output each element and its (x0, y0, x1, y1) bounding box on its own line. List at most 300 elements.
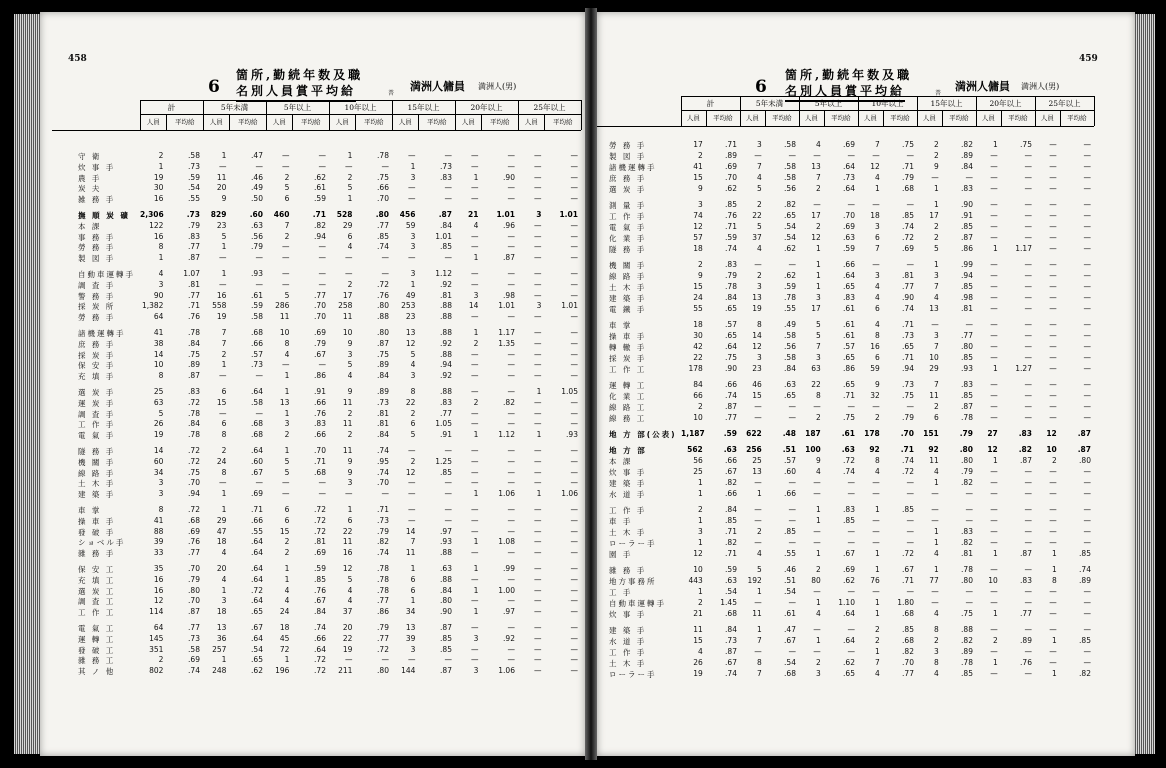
average-pay-cell: .79 (377, 526, 389, 536)
count-cell: 187 (805, 429, 821, 438)
count-cell: 1 (697, 489, 703, 498)
right-page-edges (1135, 14, 1155, 754)
count-cell: — (754, 260, 762, 269)
average-pay-cell: — (965, 587, 973, 596)
count-cell: 17 (342, 290, 353, 300)
average-pay-cell: — (1083, 233, 1091, 242)
average-pay-cell: .93 (961, 364, 973, 373)
count-cell: — (281, 242, 290, 252)
count-cell: 1 (221, 242, 227, 252)
average-pay-cell: — (570, 290, 578, 300)
average-pay-cell: .67 (902, 565, 914, 574)
row-label: 庶 務 手 (609, 174, 647, 183)
row-label: 電 氣 工 (78, 624, 116, 633)
count-cell: 178 (688, 364, 703, 373)
average-pay-cell: — (847, 587, 855, 596)
average-pay-cell: .85 (843, 516, 855, 525)
count-cell: 14 (468, 301, 479, 311)
count-cell: 1,382 (141, 301, 164, 311)
average-pay-cell: — (1083, 342, 1091, 351)
table-row (78, 446, 581, 457)
average-pay-cell: .77 (1020, 609, 1032, 618)
average-pay-cell: .97 (440, 526, 452, 536)
average-pay-cell: .76 (1020, 658, 1032, 667)
row-label: 採 炭 手 (609, 354, 647, 363)
average-pay-cell: .84 (725, 505, 737, 514)
count-cell: — (1049, 233, 1057, 242)
count-cell: 1 (221, 585, 227, 595)
average-pay-cell: .68 (902, 184, 914, 193)
average-pay-cell: .61 (251, 290, 263, 300)
table-row (78, 242, 581, 253)
table-row (78, 301, 581, 312)
average-pay-cell: .55 (784, 549, 796, 558)
table-row (609, 173, 1094, 184)
average-pay-cell: .72 (843, 456, 855, 465)
count-cell: 30 (153, 183, 164, 193)
count-cell: 2 (697, 151, 703, 160)
average-pay-cell: — (1024, 538, 1032, 547)
count-cell: — (990, 151, 998, 160)
count-cell: — (1049, 516, 1057, 525)
count-cell: — (990, 587, 998, 596)
average-pay-cell: — (507, 548, 515, 558)
table-row (78, 430, 581, 441)
average-pay-subheader: 平均給 (363, 118, 384, 126)
count-cell: 1 (221, 489, 227, 499)
average-pay-cell: — (507, 371, 515, 381)
count-cell: 6 (221, 419, 227, 429)
average-pay-cell: .75 (725, 353, 737, 362)
average-pay-cell: .98 (503, 290, 515, 300)
count-cell: 1,187 (681, 429, 705, 438)
average-pay-cell: .64 (843, 184, 855, 193)
average-pay-cell: .65 (843, 669, 855, 678)
row-label: 發 破 手 (78, 527, 116, 537)
count-cell: 562 (687, 445, 703, 454)
count-cell: 3 (410, 371, 416, 381)
average-pay-cell: — (1083, 271, 1091, 280)
average-pay-cell: .84 (377, 371, 389, 381)
count-cell: — (470, 371, 479, 381)
average-pay-cell: .86 (314, 371, 326, 381)
row-label: 操 車 手 (609, 332, 647, 341)
average-pay-cell: — (507, 312, 515, 322)
table-row (78, 387, 581, 398)
average-pay-cell: .86 (377, 607, 389, 617)
average-pay-cell: .70 (188, 564, 200, 573)
count-cell: — (281, 489, 290, 499)
count-cell: 1 (536, 430, 542, 440)
average-pay-cell: .88 (440, 387, 452, 396)
count-cell: 5 (284, 456, 290, 466)
average-pay-cell: .57 (725, 320, 737, 329)
average-pay-subheader: 平均給 (949, 114, 969, 122)
count-cell: — (990, 402, 998, 411)
average-pay-cell: — (444, 489, 452, 499)
average-pay-cell: .85 (377, 231, 389, 241)
average-pay-cell: .85 (1079, 549, 1091, 558)
average-pay-cell: — (381, 269, 389, 278)
average-pay-cell: .92 (440, 338, 452, 348)
count-cell: 3 (756, 282, 762, 291)
average-pay-cell: .85 (961, 353, 973, 362)
count-cell: — (533, 312, 542, 322)
header-mid-rule (681, 110, 1094, 111)
count-cell: 11 (216, 172, 227, 182)
count-cell: 2 (410, 408, 416, 418)
table-row (609, 244, 1094, 255)
average-pay-cell: .64 (251, 564, 263, 573)
average-pay-cell: — (1083, 184, 1091, 193)
count-cell: — (533, 408, 542, 418)
count-cell: 19 (153, 172, 164, 182)
group-divider (1094, 96, 1095, 126)
average-pay-cell: — (444, 505, 452, 514)
row-label: 線 路 工 (609, 403, 647, 412)
count-cell: 456 (399, 210, 416, 219)
row-label: 發 破 工 (78, 645, 116, 655)
table-row (609, 538, 1094, 549)
row-label: 水 道 手 (609, 490, 647, 499)
count-cell: 7 (221, 328, 227, 337)
count-cell: — (1049, 413, 1057, 422)
count-cell: 15 (216, 397, 227, 407)
count-cell: 37 (342, 607, 353, 617)
average-pay-cell: .63 (784, 380, 796, 389)
average-pay-cell: — (1083, 658, 1091, 667)
average-pay-cell: — (847, 538, 855, 547)
average-pay-cell: .89 (1079, 576, 1091, 585)
average-pay-cell: — (1024, 516, 1032, 525)
average-pay-cell: — (1083, 331, 1091, 340)
average-pay-cell: .88 (440, 328, 452, 337)
count-cell: 1 (1051, 549, 1057, 558)
average-pay-cell: .77 (725, 413, 737, 422)
average-pay-cell: .64 (251, 548, 263, 558)
count-cell: 9 (697, 184, 703, 193)
average-pay-cell: — (507, 387, 515, 396)
average-pay-cell: — (847, 489, 855, 498)
average-pay-cell: — (1024, 505, 1032, 514)
count-cell: 3 (473, 666, 479, 676)
average-pay-cell: .72 (902, 549, 914, 558)
count-cell: — (1049, 140, 1057, 149)
average-pay-cell: — (318, 151, 326, 160)
count-cell: — (813, 478, 821, 487)
average-pay-cell: 1.10 (838, 598, 855, 607)
average-pay-cell: .80 (377, 301, 389, 311)
count-cell: — (533, 397, 542, 407)
row-label: 化 業 手 (609, 234, 647, 243)
average-pay-cell: .58 (784, 140, 796, 149)
count-cell: 2 (874, 625, 880, 634)
count-cell: — (754, 402, 762, 411)
count-cell: 22 (693, 353, 703, 362)
count-cell: 3 (158, 478, 164, 488)
count-cell: — (990, 353, 998, 362)
count-cell: — (470, 467, 479, 477)
subcolumn-divider (544, 114, 545, 130)
count-cell: 1 (473, 489, 479, 499)
average-pay-cell: — (570, 537, 578, 547)
average-pay-cell: .79 (902, 173, 914, 182)
average-pay-cell: .71 (902, 576, 914, 585)
average-pay-cell: — (1024, 478, 1032, 487)
row-label: 土 木 手 (609, 659, 647, 668)
count-cell: — (1049, 467, 1057, 476)
average-pay-cell: — (1083, 516, 1091, 525)
row-label: 地 方 部 (609, 446, 647, 455)
count-cell: — (344, 161, 353, 171)
table-row (609, 184, 1094, 195)
count-cell: 1 (410, 279, 416, 289)
average-pay-cell: .81 (377, 419, 389, 429)
average-pay-cell: .83 (843, 293, 855, 302)
count-cell: — (533, 253, 542, 263)
count-cell: 41 (153, 328, 164, 337)
count-cell: 4 (347, 585, 353, 595)
average-pay-cell: — (906, 587, 914, 596)
average-pay-cell: .71 (725, 549, 737, 558)
average-pay-cell: .96 (503, 220, 515, 230)
count-cell: 11 (929, 456, 939, 465)
average-pay-cell: .57 (251, 349, 263, 359)
average-pay-cell: .87 (188, 371, 200, 381)
count-cell: 2 (347, 172, 353, 182)
count-cell: 3 (933, 331, 939, 340)
row-label: 自動車運轉手 (609, 599, 666, 608)
count-cell: 8 (874, 331, 880, 340)
average-pay-cell: .74 (314, 623, 326, 632)
average-pay-cell: — (507, 419, 515, 429)
count-cell: 4 (874, 173, 880, 182)
count-cell: 17 (929, 211, 939, 220)
average-pay-subheader: 平均給 (1008, 114, 1028, 122)
count-subheader: 人員 (524, 118, 538, 126)
average-pay-cell: .84 (314, 607, 326, 617)
average-pay-cell: .91 (314, 387, 326, 396)
table-row (78, 280, 581, 291)
count-cell: 3 (697, 200, 703, 209)
count-cell: — (990, 527, 998, 536)
average-pay-cell: .80 (961, 342, 973, 351)
table-title-line1: 箇所,勤続年数及職 (785, 68, 913, 82)
count-cell: 5 (221, 231, 227, 241)
average-pay-cell: .51 (782, 445, 796, 454)
average-pay-cell: .64 (251, 387, 263, 396)
count-cell: 257 (212, 644, 227, 654)
count-cell: 1 (1051, 565, 1057, 574)
average-pay-cell: .54 (251, 644, 263, 654)
average-pay-cell: — (1083, 380, 1091, 389)
average-pay-cell: .64 (725, 342, 737, 351)
count-cell: 1 (473, 430, 479, 440)
row-label: 線 路 手 (78, 468, 116, 478)
table-row (78, 151, 581, 162)
average-pay-cell: .92 (440, 371, 452, 381)
subcolumn-divider (418, 114, 419, 130)
count-cell: 9 (347, 467, 353, 477)
count-cell: 11 (342, 446, 353, 455)
average-pay-cell: .98 (961, 293, 973, 302)
count-cell: — (990, 260, 998, 269)
average-pay-cell: — (1083, 647, 1091, 656)
average-pay-cell: .77 (902, 669, 914, 678)
average-pay-cell: — (570, 161, 578, 171)
count-cell: 14 (405, 526, 416, 536)
average-pay-cell: .72 (188, 446, 200, 455)
count-cell: 2 (697, 402, 703, 411)
subcolumn-divider (883, 110, 884, 126)
count-cell: 12 (153, 596, 164, 606)
count-cell: — (533, 161, 542, 171)
average-pay-cell: — (1083, 173, 1091, 182)
count-cell: — (533, 644, 542, 654)
count-cell: 17 (693, 140, 703, 149)
count-cell: 1 (815, 260, 821, 269)
count-cell: — (344, 253, 353, 263)
count-cell: — (754, 598, 762, 607)
count-cell: 8 (221, 430, 227, 440)
count-cell: 10 (988, 576, 998, 585)
average-pay-cell: — (444, 253, 452, 263)
average-pay-cell: .60 (251, 456, 263, 466)
row-label: 守 衛 (78, 152, 102, 161)
average-pay-cell: .72 (188, 505, 200, 514)
count-cell: 3 (756, 140, 762, 149)
average-pay-cell: .59 (188, 172, 200, 182)
left-page-edges (14, 14, 40, 754)
average-pay-cell: .63 (841, 445, 855, 454)
average-pay-cell: .80 (959, 445, 973, 454)
count-cell: — (344, 489, 353, 499)
count-cell: 1 (473, 253, 479, 263)
count-cell: 178 (864, 429, 880, 438)
row-label: 工 作 手 (609, 506, 647, 515)
average-pay-cell: .67 (843, 549, 855, 558)
row-label: 諸機運轉手 (78, 329, 126, 338)
table-title-line2: 名別人員賞平均給 (785, 82, 905, 102)
count-cell: 41 (693, 162, 703, 171)
average-pay-cell: .80 (961, 456, 973, 465)
count-cell: 7 (815, 173, 821, 182)
average-pay-cell: — (570, 526, 578, 536)
count-cell: — (218, 253, 227, 263)
count-cell: 3 (158, 489, 164, 499)
table-row (78, 516, 581, 527)
average-pay-cell: — (1083, 353, 1091, 362)
average-pay-cell: — (318, 242, 326, 252)
average-pay-cell: .74 (725, 244, 737, 253)
count-cell: 16 (342, 548, 353, 558)
average-pay-cell: 1.06 (498, 489, 515, 499)
average-pay-cell: — (965, 516, 973, 525)
average-pay-cell: .93 (566, 430, 578, 440)
count-cell: 1 (815, 598, 821, 607)
average-pay-cell: .79 (251, 242, 263, 252)
average-pay-cell: .66 (314, 633, 326, 643)
count-cell: — (754, 516, 762, 525)
count-cell: 56 (693, 456, 703, 465)
count-cell: — (470, 515, 479, 525)
count-cell: — (1049, 271, 1057, 280)
count-cell: 57 (693, 233, 703, 242)
average-pay-cell: .89 (961, 647, 973, 656)
count-cell: — (533, 242, 542, 252)
count-cell: 4 (815, 609, 821, 618)
table-number: 6 (208, 77, 220, 97)
count-cell: — (470, 312, 479, 322)
average-pay-cell: .65 (843, 380, 855, 389)
row-label: 運 轉 工 (78, 634, 116, 644)
count-cell: — (990, 233, 998, 242)
average-pay-cell: .75 (961, 609, 973, 618)
row-label: 雜 務 手 (78, 549, 116, 559)
average-pay-cell: .54 (188, 183, 200, 193)
average-pay-cell: .71 (902, 162, 914, 171)
average-pay-cell: .74 (902, 222, 914, 231)
average-pay-cell: .82 (314, 220, 326, 230)
count-cell: 8 (874, 456, 880, 465)
count-cell: 18 (216, 537, 227, 547)
average-pay-cell: .88 (440, 548, 452, 558)
count-cell: 92 (869, 445, 880, 454)
count-cell: 22 (405, 397, 416, 407)
count-cell: 2 (933, 222, 939, 231)
subcolumn-divider (481, 114, 482, 130)
count-cell: — (872, 527, 880, 536)
average-pay-cell: — (1024, 233, 1032, 242)
count-cell: — (813, 527, 821, 536)
row-label: 工 作 工 (78, 608, 116, 618)
average-pay-cell: — (1083, 402, 1091, 411)
table-row (609, 445, 1094, 456)
average-pay-cell: — (906, 516, 914, 525)
table-row (609, 527, 1094, 538)
count-cell: — (533, 515, 542, 525)
table-row (609, 140, 1094, 151)
average-pay-cell: .80 (377, 666, 389, 676)
count-cell: 1 (933, 478, 939, 487)
average-pay-cell: .82 (1018, 445, 1032, 454)
count-cell: — (533, 231, 542, 241)
count-cell: — (1049, 320, 1057, 329)
count-cell: 1 (536, 489, 542, 499)
count-cell: — (990, 478, 998, 487)
table-number: 6 (755, 77, 767, 97)
average-pay-cell: — (570, 623, 578, 632)
count-cell: — (533, 279, 542, 289)
table-row (609, 391, 1094, 402)
average-pay-cell: — (507, 446, 515, 455)
row-label: 雜 務 工 (78, 656, 116, 666)
row-label: 園 手 (609, 550, 633, 559)
table-row (609, 636, 1094, 647)
count-cell: 8 (933, 658, 939, 667)
count-cell: 802 (149, 666, 164, 676)
count-cell: 5 (347, 183, 353, 193)
count-cell: 1 (933, 527, 939, 536)
count-cell: — (872, 402, 880, 411)
average-pay-cell: .78 (377, 151, 389, 160)
count-cell: — (533, 371, 542, 381)
average-pay-cell: — (1083, 609, 1091, 618)
average-pay-cell: .88 (440, 574, 452, 584)
count-cell: 3 (815, 353, 821, 362)
average-pay-cell: .64 (251, 446, 263, 455)
count-cell: — (533, 467, 542, 477)
